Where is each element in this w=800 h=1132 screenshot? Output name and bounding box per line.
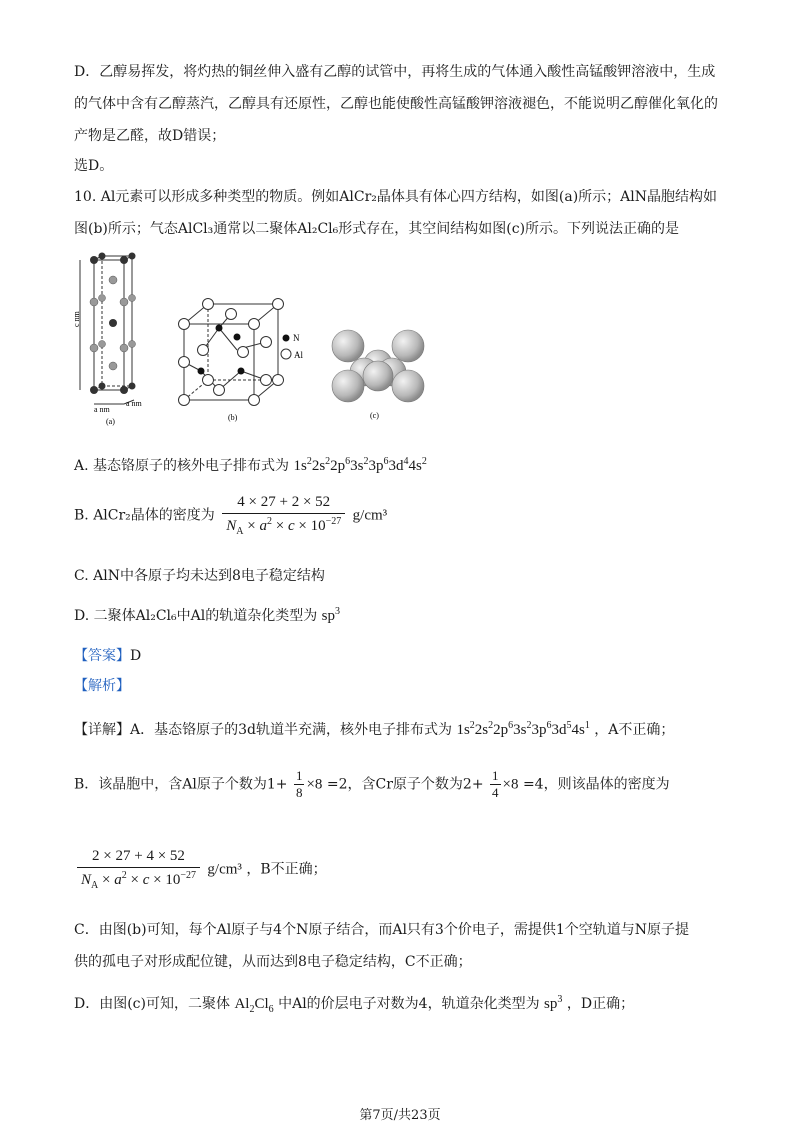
detail-b-cr-fraction: $\frac{1}{4}$ [492, 768, 499, 800]
option-b-unit: g/cm³ [352, 507, 388, 524]
fig-a-a1-label: a nm [94, 405, 110, 414]
detail-b-denominator: $N_A \times a^2 \times c \times 10^{-27}$ [77, 867, 200, 891]
option-b-numerator: 4 × 27 + 2 × 52 [237, 494, 331, 510]
option-c: C. AlN中各原子均未达到8电子稳定结构 [74, 568, 325, 584]
answer-value: D [130, 648, 142, 664]
answer-line [74, 646, 141, 666]
option-d-text: D. 二聚体Al₂Cl₆中Al的轨道杂化类型为 [74, 608, 318, 624]
fig-c-caption: (c) [370, 411, 379, 420]
legend-n-label: N [293, 333, 300, 343]
option-b-text: B. AlCr₂晶体的密度为 [74, 507, 215, 524]
option-b-density-fraction [222, 494, 345, 537]
detail-b-density-fraction [77, 848, 200, 891]
figure-b-aln-cell [172, 292, 312, 424]
fig-a-caption: (a) [106, 417, 115, 426]
legend-n-marker [283, 335, 290, 342]
paragraph-d-line1: D．乙醇易挥发，将灼热的铜丝伸入盛有乙醇的试管中，再将生成的气体通入酸性高锰酸钾溶液中，生成 [74, 64, 716, 80]
detail-b-al-fraction: $\frac{1}{8}$ [295, 768, 303, 800]
page-number-footer: 第7页/共23页 [359, 1108, 441, 1123]
detail-d-sp3: $sp^3$ [544, 994, 563, 1012]
detail-b: B．该晶胞中，含Al原子个数为1+ $\frac{1}{8}$ ×8 =2，含Cr原子个数为2+ $\frac{1}{4}$ ×8 =4，则该晶体的密度为 [74, 768, 670, 800]
option-b [74, 494, 387, 537]
detail-b-numerator: 2 × 27 + 4 × 52 [92, 848, 185, 864]
legend-al-label: Al [294, 350, 303, 360]
option-a-config: $1s^22s^22p^63s^23p^63d^44s^2$ [293, 456, 427, 474]
option-d [74, 602, 340, 626]
fig-a-c-label: c nm [72, 311, 81, 327]
detail-d-text2: 中Al的价层电子对数为4，轨道杂化类型为 [278, 996, 540, 1012]
paragraph-d-line3: 产物是乙醛，故D错误； [74, 128, 226, 144]
detail-a-tail: ，A不正确； [594, 722, 675, 738]
question-10-line2: 图(b)所示；气态AlCl₃通常以二聚体Al₂Cl₆形式存在，其空间结构如图(c)所示。下列说法正确的是 [74, 221, 680, 237]
detail-d-text1: D．由图(c)可知，二聚体 [74, 996, 230, 1012]
fig-b-caption: (b) [228, 413, 238, 422]
option-d-sp3: $sp^3$ [321, 606, 341, 624]
legend-al-marker [281, 349, 291, 359]
option-b-denominator: $N_A \times a^2 \times c \times 10^{-27}$ [222, 513, 345, 537]
detail-b-text1: B．该晶胞中，含Al原子个数为1+ [74, 776, 288, 793]
detail-d-tail: ，D正确； [566, 996, 635, 1012]
figure-c-al2cl6-dimer [326, 320, 430, 424]
detail-a [74, 716, 674, 740]
detail-b-tail: ，B不正确； [246, 861, 327, 878]
detail-b-text3: =4，则该晶体的密度为 [522, 776, 670, 793]
detail-d [74, 990, 634, 1020]
detail-a-config: $1s^22s^22p^63s^23p^63d^54s^1$ [456, 720, 590, 738]
option-a-text: A. 基态铬原子的核外电子排布式为 [74, 458, 290, 474]
detail-a-text: 【详解】A．基态铬原子的3d轨道半充满，核外电子排布式为 [74, 722, 452, 738]
detail-c-line2: 供的孤电子对形成配位键，从而达到8电子稳定结构，C不正确； [74, 954, 472, 970]
choose-d-line: 选D。 [74, 158, 114, 174]
detail-b-formula [74, 848, 327, 891]
detail-c-line1: C．由图(b)可知，每个Al原子与4个N原子结合，而Al只有3个价电子，需提供1个空轨道与N原子提 [74, 922, 689, 938]
analysis-label: 【解析】 [74, 678, 130, 694]
detail-b-unit: g/cm³ [207, 861, 242, 878]
detail-d-formula: $Al_2Cl_6$ [234, 996, 274, 1015]
figure-a-tetragonal-cell [72, 252, 162, 430]
paragraph-d-line2: 的气体中含有乙醇蒸汽，乙醇具有还原性，乙醇也能使酸性高锰酸钾溶液褪色，不能说明乙醇催化氧化的 [74, 96, 718, 112]
answer-label: 【答案】 [74, 648, 130, 664]
fig-a-a2-label: a nm [126, 399, 142, 408]
detail-b-text2: =2，含Cr原子个数为2+ [326, 776, 484, 793]
question-10-line1: 10. Al元素可以形成多种类型的物质。例如AlCr₂晶体具有体心四方结构，如图(a)所示；AlN晶胞结构如 [74, 189, 718, 205]
option-a [74, 452, 427, 476]
